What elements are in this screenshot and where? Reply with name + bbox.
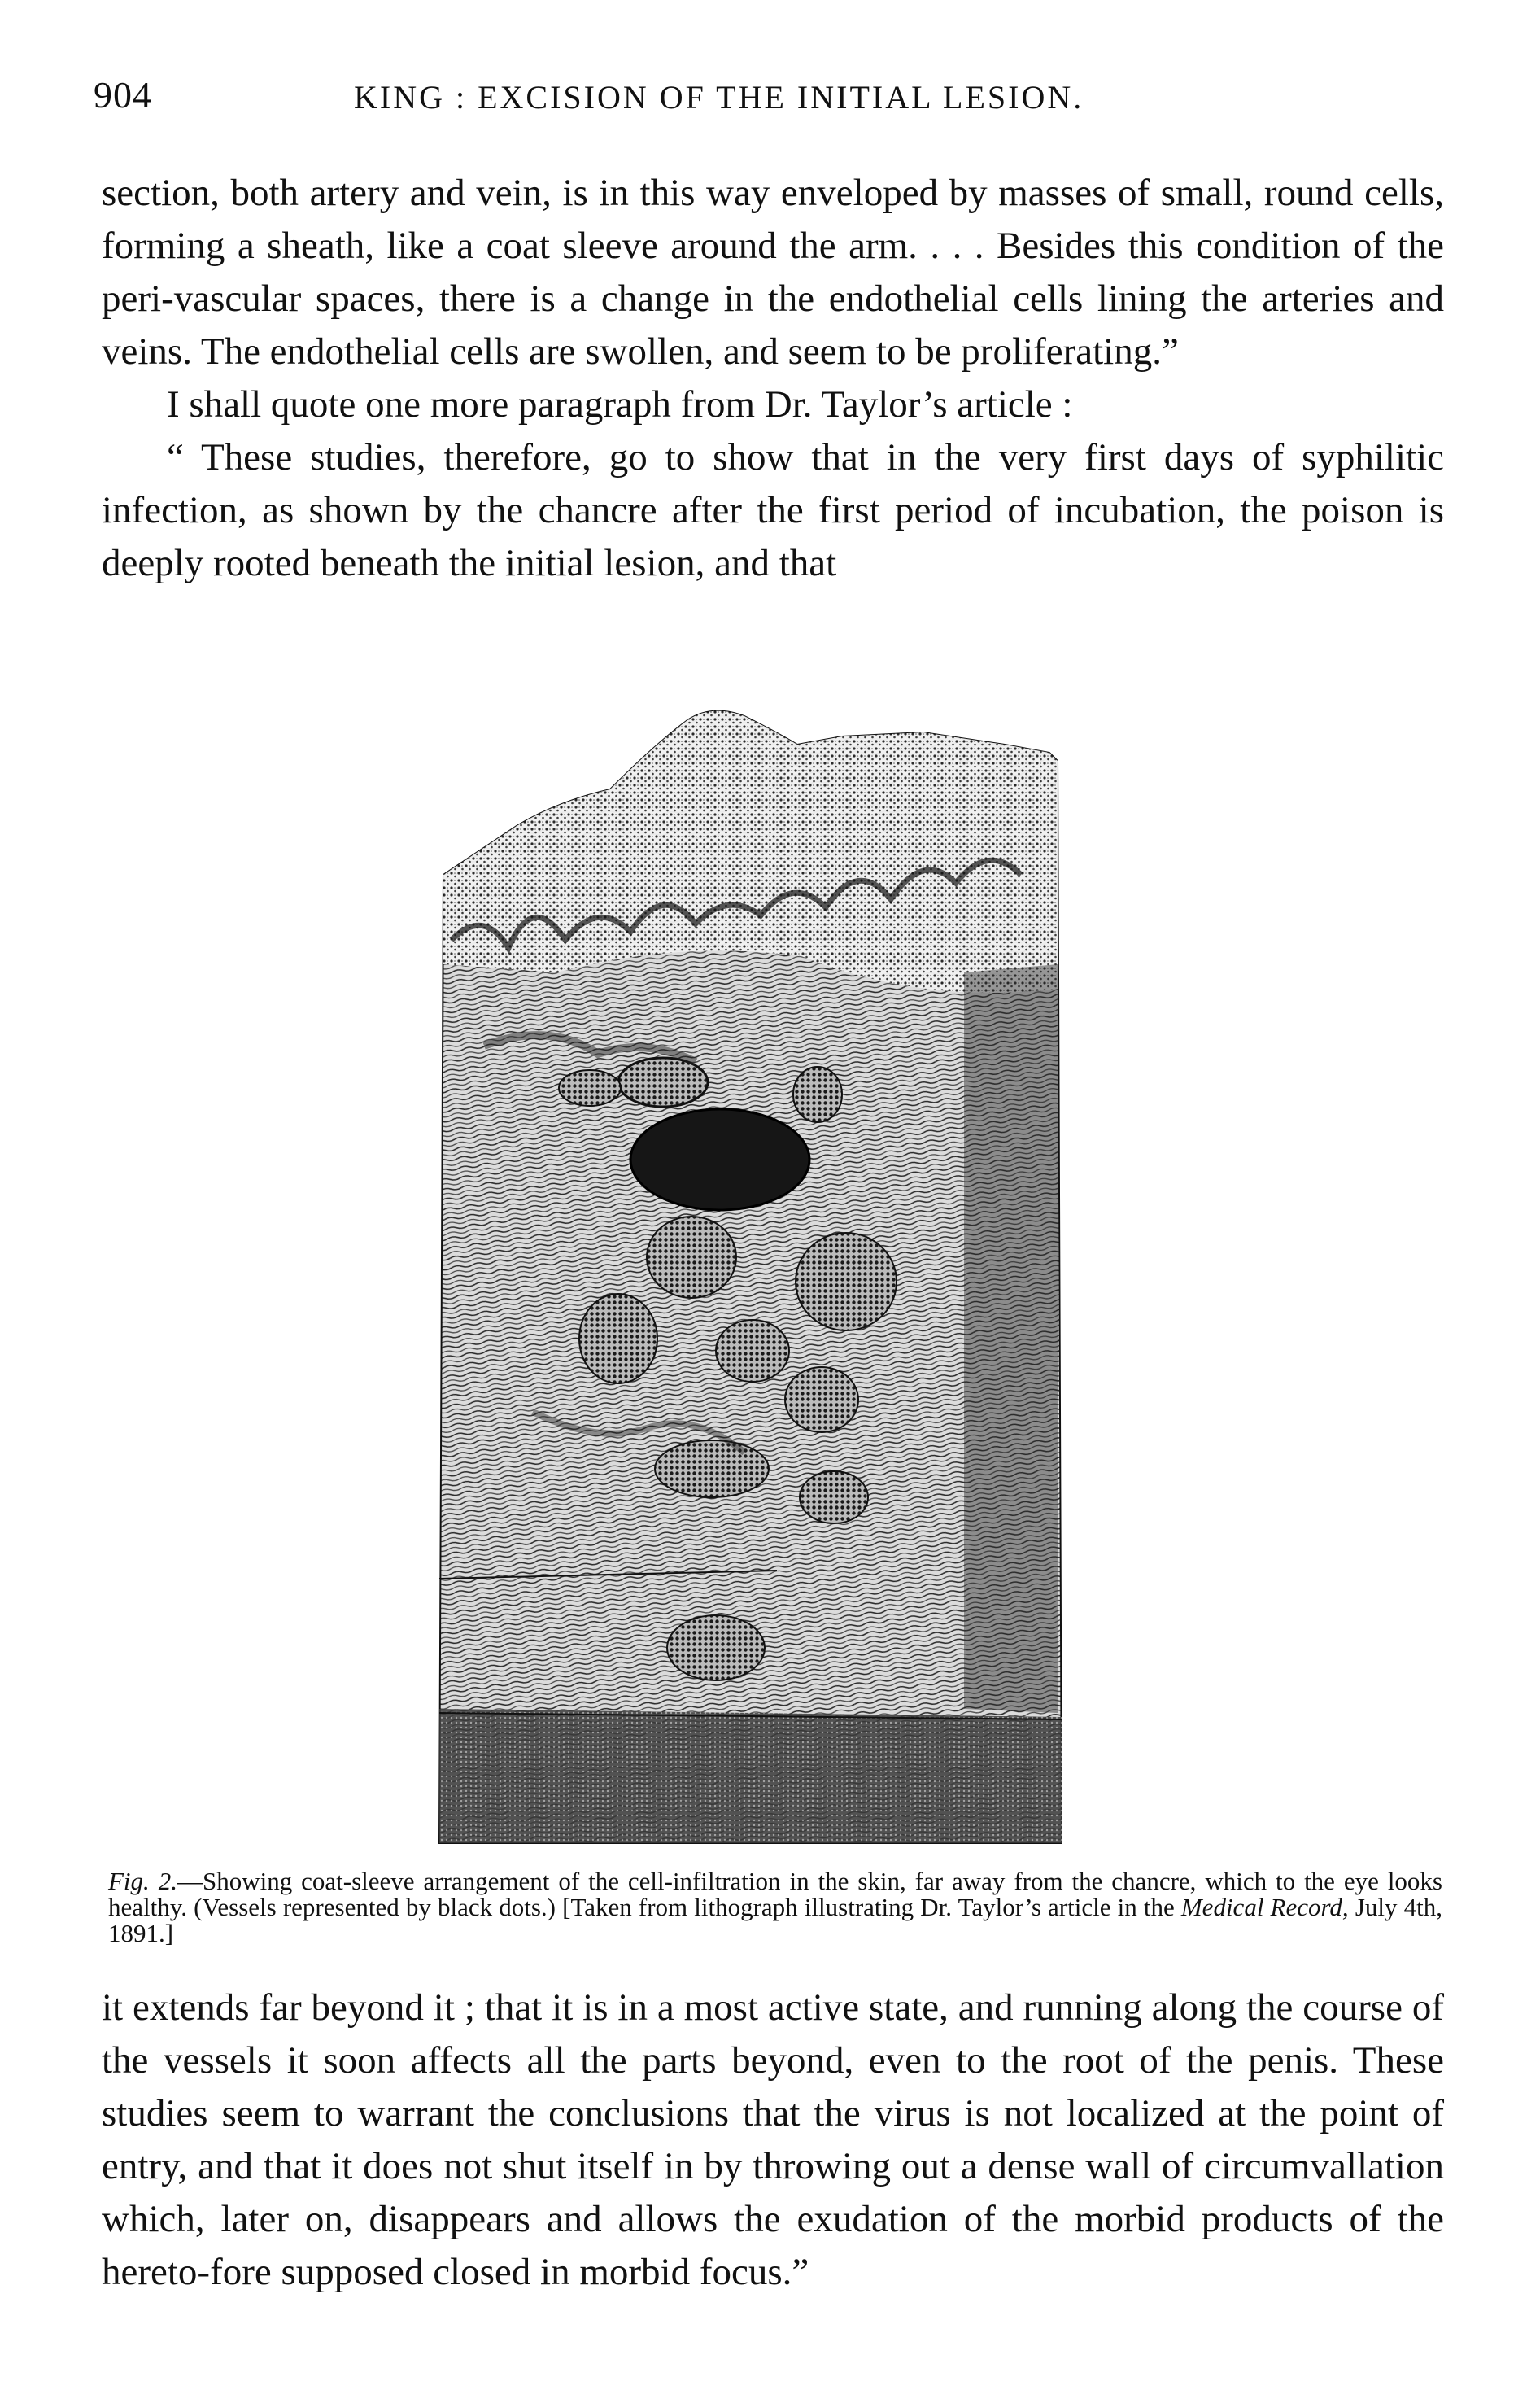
- vessel-large-dark: [630, 1109, 809, 1210]
- vessel: [618, 1058, 708, 1107]
- paragraph: I shall quote one more paragraph from Dr. Taylor’s article :: [167, 383, 1073, 426]
- body-text-top: [102, 167, 1444, 590]
- vessel: [785, 1367, 858, 1432]
- lower-dense-band: [439, 1709, 1062, 1843]
- right-shadow-band: [964, 964, 1058, 1713]
- vessel: [579, 1294, 657, 1383]
- caption-journal-title: Medical Record,: [1180, 1893, 1349, 1921]
- figure-illustration: [435, 696, 1106, 1851]
- vessel: [793, 1067, 842, 1122]
- caption-text: [108, 1868, 1442, 1946]
- vessel: [800, 1471, 868, 1523]
- histology-lithograph: [435, 696, 1106, 1851]
- vessel: [655, 1440, 769, 1497]
- epidermis-layer: [443, 711, 1058, 993]
- paragraph: “ These studies, therefore, go to show that in the very first days of syphilitic infection, as shown by the chancre after the first period of incubation, the poison is deeply rooted beneath the initial lesion, and that: [102, 436, 1444, 584]
- paragraph: section, both artery and vein, is in this way enveloped by masses of small, round cells, forming a sheath, like a coat sleeve around the arm. . . . Besides this condition of the peri-vascular spaces, there is a change in the endothelial cells lining the arteries and veins. The endothelial cells are swollen, and seem to be proliferating.”: [102, 172, 1444, 373]
- paragraph: it extends far beyond it ; that it is in a most active state, and running along the course of the vessels it soon affects all the parts beyond, even to the root of the penis. These studies seem to warrant the conclusions that the virus is not localized at the point of entry, and that it does not shut itself in by throwing out a dense wall of circumvallation which, later on, disappears and allows the exudation of the morbid products of the hereto-fore supposed closed in morbid focus.”: [102, 1986, 1444, 2293]
- vessel: [796, 1233, 897, 1330]
- figure-caption: [108, 1868, 1442, 1946]
- vessel: [716, 1320, 789, 1382]
- vessel: [559, 1070, 621, 1106]
- page-number: 904: [94, 74, 152, 116]
- page-header: [94, 73, 1444, 122]
- body-text-bottom: [102, 1981, 1444, 2299]
- caption-body: —Showing coat-sleeve arrangement of the cell-infiltration in the skin, far away from the chancre, which to the eye looks healthy. (Vessels represented by black dots.) [Taken from lithograph illustrating Dr. Taylor’s article in the: [108, 1867, 1442, 1921]
- figure-label: Fig. 2.: [108, 1867, 177, 1895]
- running-head: KING : EXCISION OF THE INITIAL LESION.: [354, 79, 1084, 116]
- vessel: [667, 1615, 765, 1680]
- vessel: [647, 1217, 736, 1298]
- caption-date: July 4th, 1891.]: [108, 1893, 1442, 1947]
